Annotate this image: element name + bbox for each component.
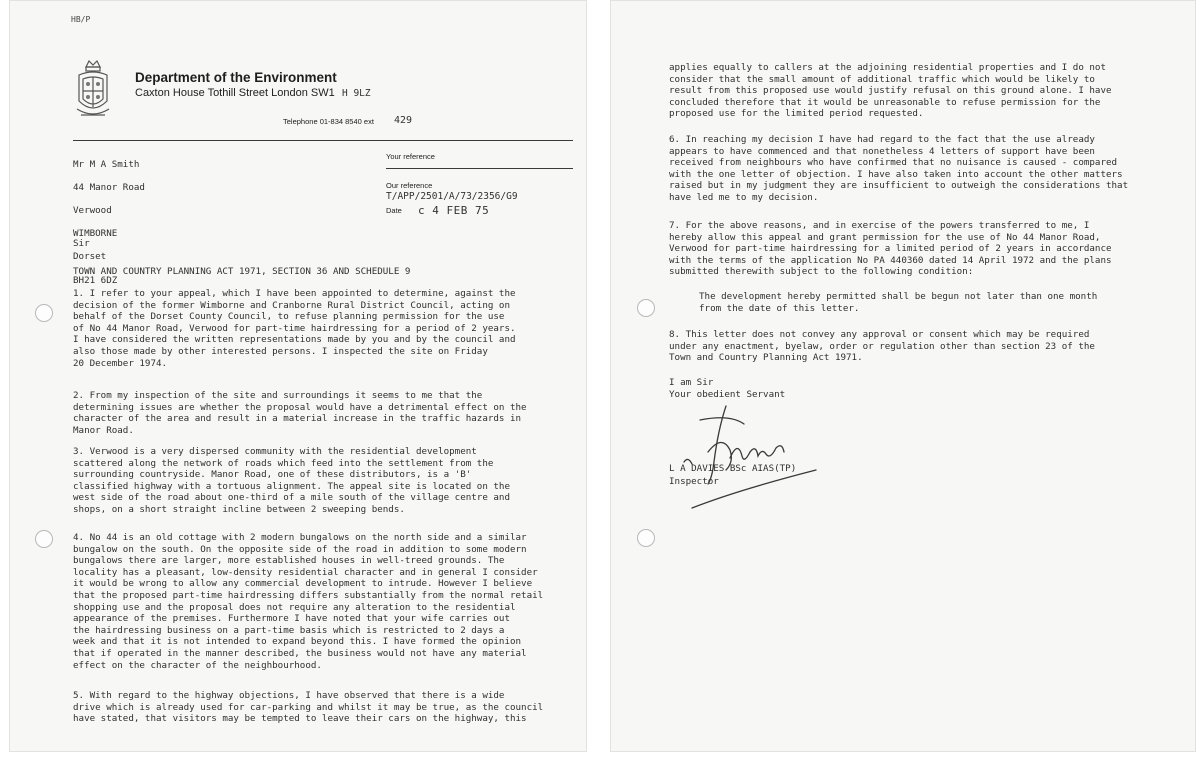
punch-hole-icon [637,529,655,547]
letter-page-2 [610,0,1196,752]
telephone-label: Telephone 01-834 8540 ext [283,117,374,126]
punch-hole-icon [637,299,655,317]
recipient-postcode: BH21 6DZ [73,274,118,286]
paragraph-3: 3. Verwood is a very dispersed community with the residential development scattered along the network of roads which feed into the settlement from the surrounding countryside. Manor Road, one of these distributors, is a 'B' classified highway with a tortuous alignment. The appeal site is located on the west side of the road about one-third of a mile south of the village centre and shops, on a short straight incline between 2 sweeping bends. [73,446,510,515]
recipient-street: 44 Manor Road [73,181,145,193]
telephone-extension: 429 [394,115,413,126]
paragraph-8: 8. This letter does not convey any approval or consent which may be required under any enactment, byelaw, order or regulation other than section 23 of the Town and Country Planning Act 1971. [669,329,1095,364]
punch-hole-icon [35,530,53,548]
paragraph-1: 1. I refer to your appeal, which I have been appointed to determine, against the decision of the former Wimborne and Cranborne Rural District Council, acting on behalf of the Dorset County Council, to refuse planning permission for the use of No 44 Manor Road, Verwood for part-time hairdressing for a period of 2 years. I have considered the written representations made by you and by the council and also those made by other interested persons. I inspected the site on Friday 20 December 1974. [73,288,516,369]
paragraph-4: 4. No 44 is an old cottage with 2 modern bungalows on the north side and a similar bungalow on the south. On the opposite side of the road in addition to some modern bungalows there are larger, more established houses in well-treed grounds. The locality has a pleasant, low-density residential character and in general I consider it would be wrong to allow any commercial development to intrude. However I believe that the proposed part-time hairdressing differs substantially from the normal retail shopping use and the proposal does not require any alteration to the residential appearance of the premises. Furthermore I have noted that your wife carries out the hairdressing business on a part-time basis which is restricted to 2 days a week and that it is not intended to expand beyond this. I have formed the opinion that if operated in the manner described, the business would not have any material effect on the character of the neighbourhood. [73,532,544,671]
department-address: Caxton House Tothill Street London SW1 [135,87,335,99]
punch-hole-icon [35,304,53,322]
closing: I am Sir Your obedient Servant [669,377,786,400]
royal-crest-icon [75,57,111,127]
our-reference: T/APP/2501/A/73/2356/G9 [386,191,518,202]
recipient-town: Verwood [73,204,112,216]
letter-date: c 4 FEB 75 [418,204,490,217]
recipient-county: Dorset [73,251,107,263]
our-reference-label: Our reference [386,181,433,190]
department-name: Department of the Environment [135,70,337,85]
your-reference-line [386,168,573,169]
letter-page-1 [9,0,587,752]
header-divider [73,140,573,141]
recipient-name: Mr M A Smith [73,158,140,170]
your-reference-label: Your reference [386,152,435,161]
signatory-title: Inspector [669,476,719,487]
file-reference: HB/P [71,15,91,24]
salutation: Sir [73,238,90,249]
paragraph-7: 7. For the above reasons, and in exercise of the powers transferred to me, I hereby allow this appeal and grant permission for the use of No 44 Manor Road, Verwood for part-time hairdressing for a limited period of 2 years in accordance with the terms of the application No PA 440360 dated 14 April 1972 and the plans submitted therewith subject to the following condition: [669,220,1112,278]
department-postcode: H 9LZ [342,88,371,99]
date-label: Date [386,206,402,215]
handwritten-signature [678,400,828,510]
permission-condition: The development hereby permitted shall be begun not later than one month from the date of this letter. [699,291,1098,314]
letter-heading: TOWN AND COUNTRY PLANNING ACT 1971, SECTION 36 AND SCHEDULE 9 [73,266,411,277]
signatory-name: L A DAVIES BSc AIAS(TP) [669,463,797,474]
recipient-postal-town: WIMBORNE [73,228,118,240]
paragraph-6: 6. In reaching my decision I have had regard to the fact that the use already appears to have commenced and that nonetheless 4 letters of support have been received from neighbours who have confirmed that no nuisance is caused - compared with the one letter of objection. I have also taken into account the other matters raised but in my judgment they are insufficient to outweigh the considerations that have led me to my decision. [669,134,1129,203]
paragraph-5: 5. With regard to the highway objections, I have observed that there is a wide drive which is already used for car-parking and whilst it may be true, as the council have stated, that visitors may be tempted to leave their cars on the highway, this [73,690,544,725]
paragraph-5-continued: applies equally to callers at the adjoining residential properties and I do not consider that the small amount of additional traffic which would be likely to result from this proposed use would justify refusal on this ground alone. I have concluded therefore that it would be unreasonable to refuse permission for the proposed use for the limited period requested. [669,62,1112,120]
paragraph-2: 2. From my inspection of the site and surroundings it seems to me that the determining issues are whether the proposal would have a detrimental effect on the character of the area and result in a material increase in the traffic hazards in Manor Road. [73,390,527,436]
